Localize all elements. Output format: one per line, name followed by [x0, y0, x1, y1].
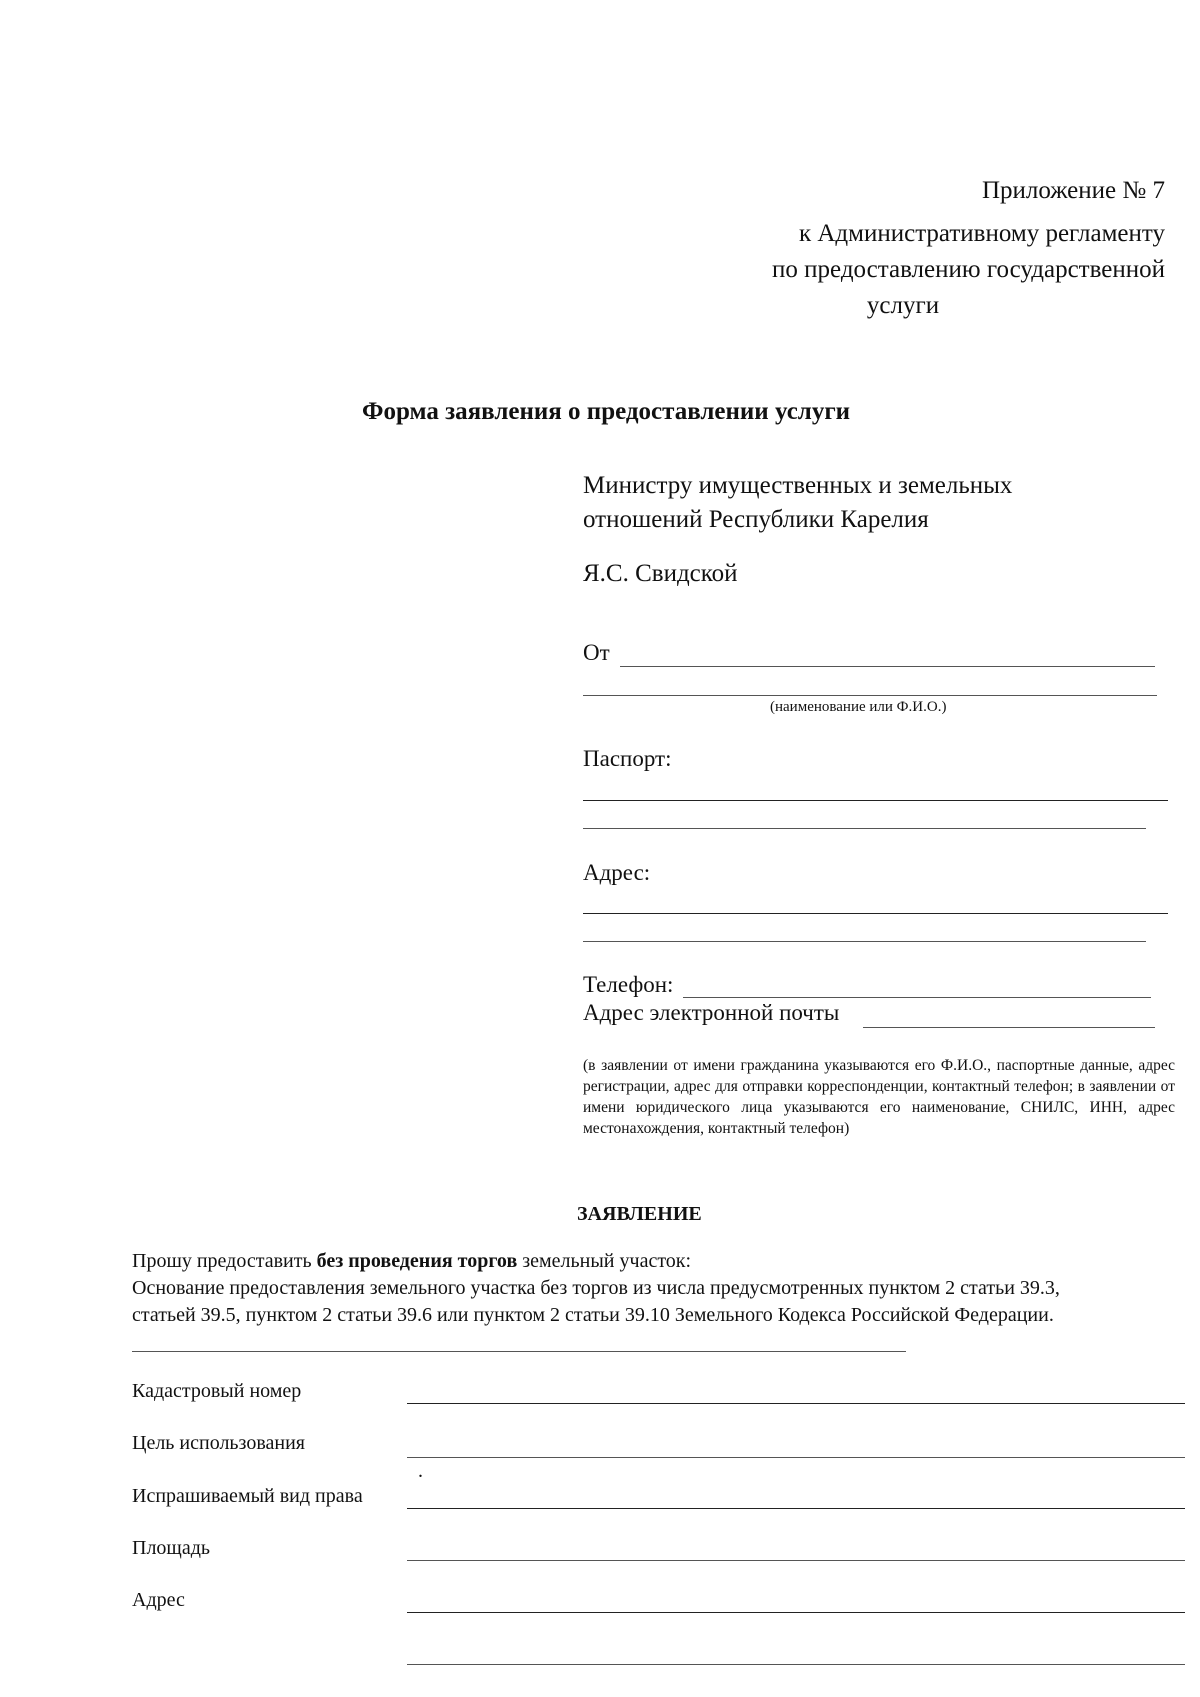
- from-line-2[interactable]: [583, 695, 1157, 696]
- purpose-label: Цель использования: [132, 1432, 305, 1454]
- statement-heading: ЗАЯВЛЕНИЕ: [577, 1203, 702, 1225]
- cadastral-label: Кадастровый номер: [132, 1380, 302, 1402]
- basis-line-1: Основание предоставления земельного участка без торгов из числа предусмотренных пунктом 2 статьи 39.3,: [132, 1277, 1060, 1299]
- right-type-line[interactable]: [407, 1508, 1185, 1509]
- address-line-2[interactable]: [583, 941, 1146, 942]
- plot-address-line-2[interactable]: [407, 1664, 1185, 1665]
- passport-line-2[interactable]: [583, 828, 1146, 829]
- addressee-line-1: Министру имущественных и земельных: [583, 472, 1013, 499]
- plot-address-line-1[interactable]: [407, 1612, 1185, 1613]
- request-prefix: Прошу предоставить: [132, 1250, 317, 1272]
- appendix-number: Приложение № 7: [981, 177, 1165, 204]
- request-suffix: земельный участок:: [517, 1250, 692, 1272]
- passport-label: Паспорт:: [583, 746, 672, 771]
- appendix-line-2: по предоставлению государственной: [772, 256, 1165, 283]
- phone-line[interactable]: [683, 997, 1151, 998]
- name-caption: (наименование или Ф.И.О.): [770, 699, 947, 715]
- basis-fill-line[interactable]: [132, 1351, 906, 1352]
- address-line-1[interactable]: [583, 913, 1168, 914]
- addressee-line-2: отношений Республики Карелия: [583, 506, 929, 533]
- request-line: [132, 1250, 691, 1273]
- plot-address-label: Адрес: [132, 1589, 185, 1611]
- email-label: Адрес электронной почты: [583, 1000, 840, 1025]
- purpose-line[interactable]: [407, 1457, 1185, 1458]
- cadastral-line[interactable]: [407, 1403, 1185, 1404]
- phone-label: Телефон:: [583, 972, 674, 997]
- appendix-line-3: услуги: [866, 292, 940, 319]
- addressee-name: Я.С. Свидской: [583, 560, 738, 587]
- email-line[interactable]: [863, 1027, 1155, 1028]
- from-label: От: [583, 640, 610, 665]
- form-title: Форма заявления о предоставлении услуги: [362, 398, 851, 425]
- basis-line-2: статьей 39.5, пунктом 2 статьи 39.6 или пунктом 2 статьи 39.10 Земельного Кодекса Российской Федерации.: [132, 1304, 1054, 1326]
- right-type-label: Испрашиваемый вид права: [132, 1485, 363, 1507]
- passport-line-1[interactable]: [583, 800, 1168, 801]
- request-bold: без проведения торгов: [316, 1250, 518, 1272]
- appendix-line-1: к Административному регламенту: [798, 220, 1165, 247]
- dot-mark: .: [418, 1460, 423, 1482]
- area-line[interactable]: [407, 1560, 1185, 1561]
- address-label: Адрес:: [583, 860, 651, 885]
- applicant-note: (в заявлении от имени гражданина указываются его Ф.И.О., паспортные данные, адрес регистрации, адрес для отправки корреспонденции, контактный телефон; в заявлении от имени юридического лица указываются его наименование, СНИЛС, ИНН, адрес местонахождения, контактный телефон): [583, 1057, 1175, 1137]
- area-label: Площадь: [132, 1537, 210, 1559]
- from-line-1[interactable]: [620, 666, 1155, 667]
